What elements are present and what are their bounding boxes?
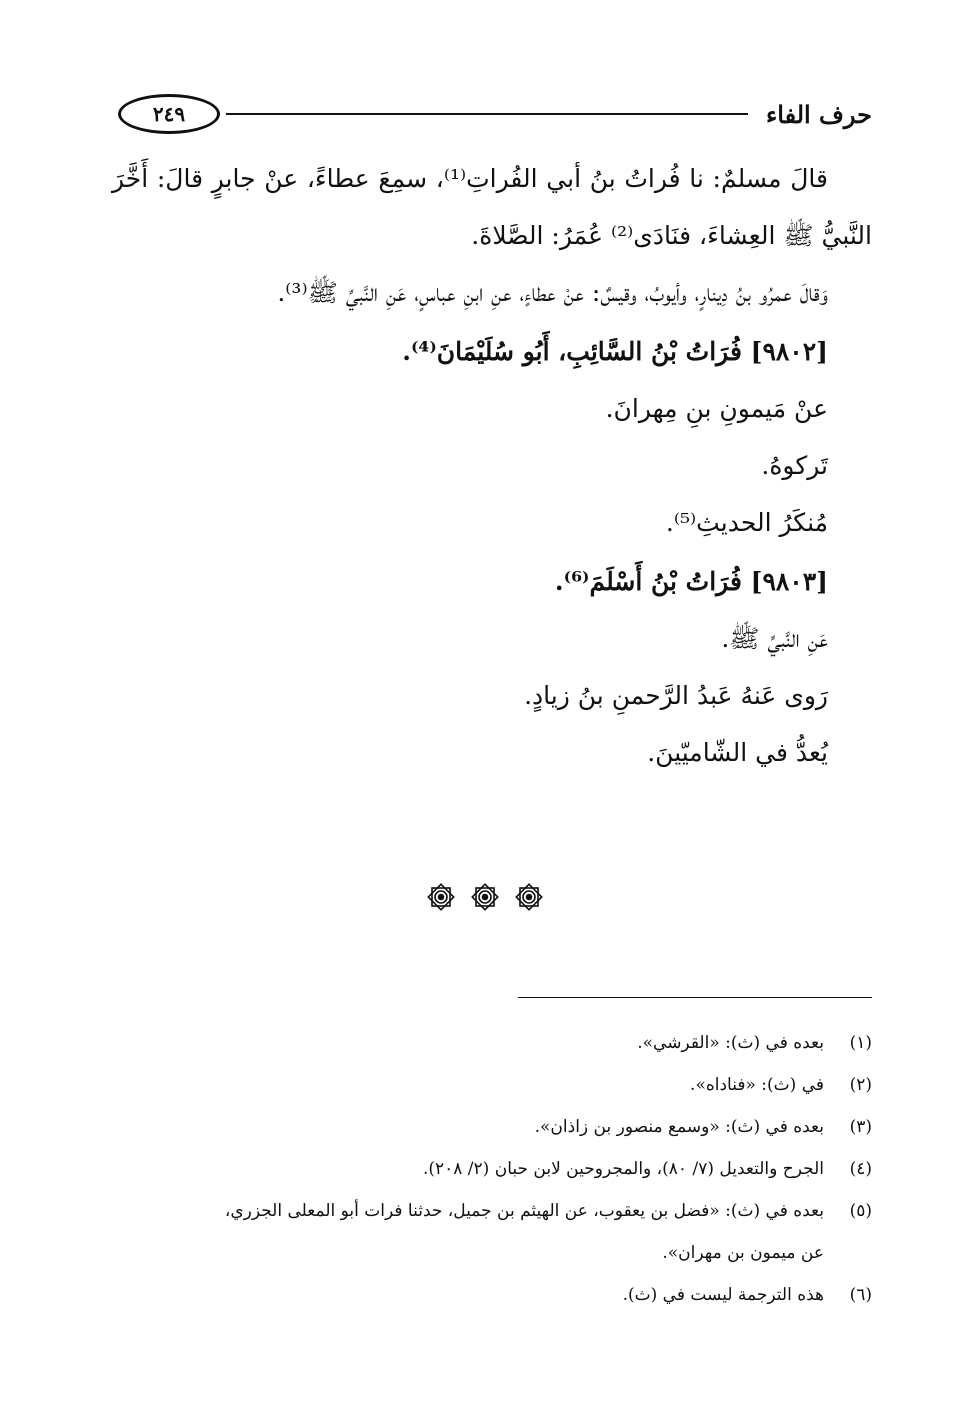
page-number-badge <box>118 94 220 134</box>
page-number: ٢٤٩ <box>152 102 186 126</box>
footnote-number: (٥) <box>849 1201 872 1221</box>
footnote-text: الجرح والتعديل (٧/ ٨٠)، والمجروحين لابن حبان (٢/ ٢٠٨). <box>422 1159 824 1179</box>
footnote <box>112 1148 872 1190</box>
footnote <box>112 1190 872 1232</box>
entry-line: تَركوهُ. <box>761 451 828 480</box>
footnote-number: (٤) <box>849 1159 872 1179</box>
footnotes <box>112 1022 872 1316</box>
entry-line: عنْ مَيمونِ بنِ مِهرانَ. <box>605 394 828 423</box>
section-divider <box>0 880 970 914</box>
footnote-text: هذه الترجمة ليست في (ث). <box>622 1285 824 1305</box>
eight-point-star-ornament-icon <box>468 880 502 914</box>
paragraph: قالَ مسلمٌ: نا فُراتُ بنُ أبي الفُراتِ⁽¹⁾، سمِعَ عطاءً، عنْ جابرٍ قالَ: أَخَّرَ النَّبيُّ ﷺ العِشاءَ، فنَادَى⁽²⁾ عُمَرُ: الصَّلاةَ. <box>112 164 872 250</box>
header-rule <box>226 113 748 115</box>
footnote-text: بعده في (ث): «وسمع منصور بن زاذان». <box>534 1117 824 1137</box>
footnote-continuation: عن ميمون بن مهران». <box>662 1243 824 1263</box>
footnote-separator <box>518 997 872 998</box>
paragraph: وَقالَ عمرُو بنُ دِينارٍ، وأيوبُ، وقيسٌ: عنْ عطاءٍ، عنِ ابنِ عباسٍ، عَنِ النَّبيِّ ﷺ⁽³⁾. <box>277 278 828 307</box>
eight-point-star-ornament-icon <box>512 880 546 914</box>
eight-point-star-ornament-icon <box>424 880 458 914</box>
entry-line: رَوى عَنهُ عَبدُ الرَّحمنِ بنُ زيادٍ. <box>524 681 828 710</box>
chapter-title: حرف الفاء <box>765 99 872 129</box>
footnote-number: (٦) <box>849 1285 872 1305</box>
entry-line: عَنِ النَّبيِّ ﷺ. <box>721 624 828 653</box>
footnote-text: بعده في (ث): «القرشي». <box>637 1033 824 1053</box>
footnote <box>112 1064 872 1106</box>
footnote <box>112 1022 872 1064</box>
main-text <box>112 150 872 781</box>
footnote <box>112 1274 872 1316</box>
running-header <box>118 88 872 140</box>
footnote-number: (٣) <box>849 1117 872 1137</box>
footnote-text: في (ث): «فناداه». <box>690 1075 824 1095</box>
footnote-text: بعده في (ث): «فضل بن يعقوب، عن الهيثم بن جميل، حدثنا فرات أبو المعلى الجزري، <box>224 1201 824 1221</box>
footnote-number: (٢) <box>849 1075 872 1095</box>
footnote <box>112 1106 872 1148</box>
entry-line: مُنكَرُ الحديثِ⁽⁵⁾. <box>665 508 828 537</box>
footnote-number: (١) <box>849 1033 872 1053</box>
entry-heading: [٩٨٠٢] فُرَاتُ بْنُ السَّائِبِ، أَبُو سُلَيْمَانَ⁽⁴⁾. <box>402 337 828 366</box>
entry-line: يُعدُّ في الشّاميّينَ. <box>647 738 828 767</box>
entry-heading: [٩٨٠٣] فُرَاتُ بْنُ أَسْلَمَ⁽⁶⁾. <box>554 567 828 596</box>
